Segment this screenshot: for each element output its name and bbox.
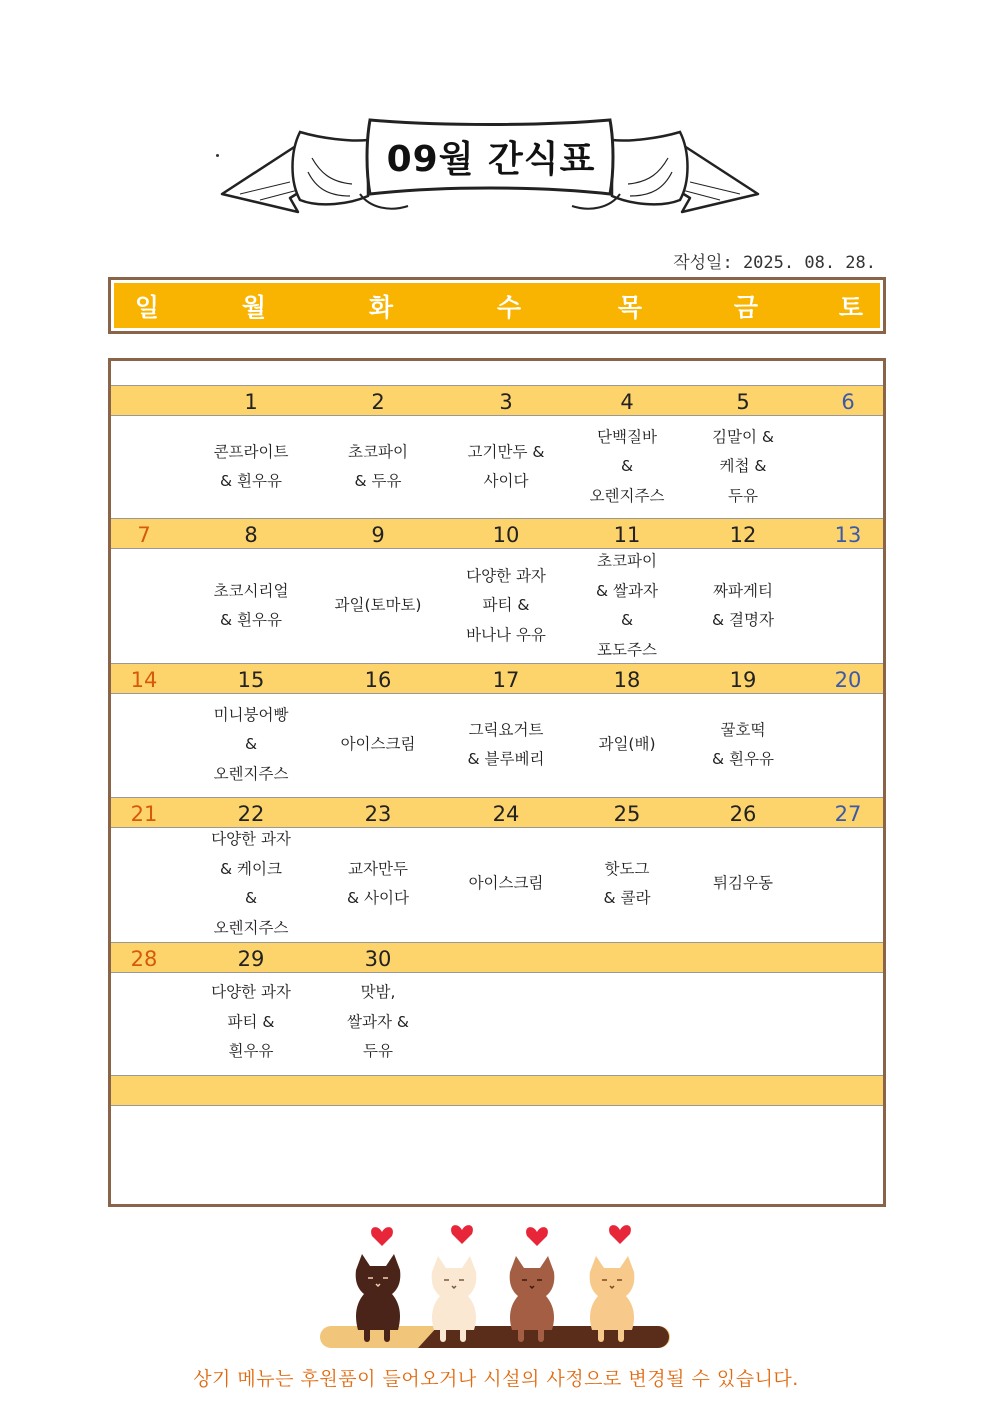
menu-item: 맛밤, <box>360 983 396 1002</box>
menu-item: 사이다 <box>483 472 529 490</box>
cat-icon <box>356 1254 401 1342</box>
date-number-tue: 30 <box>364 946 392 971</box>
menu-cell <box>443 695 569 795</box>
weekday-fri: 금 <box>733 292 759 322</box>
date-number-wed: 24 <box>492 801 520 826</box>
week-2-date-row <box>111 518 883 549</box>
cat-icon <box>510 1256 555 1342</box>
date-number-wed: 10 <box>492 522 520 547</box>
heart-icon <box>371 1225 631 1246</box>
menu-item: & 흰우유 <box>220 611 282 629</box>
calendar-grid <box>108 358 886 1207</box>
date-number-thu: 11 <box>613 522 641 547</box>
menu-item: & 사이다 <box>347 889 409 907</box>
menu-cell <box>680 550 806 662</box>
date-number-fri: 26 <box>729 801 757 826</box>
menu-cell <box>315 417 441 517</box>
menu-cell <box>564 417 690 517</box>
menu-item: 두유 <box>728 486 758 505</box>
week-3-date-row <box>111 663 883 694</box>
menu-cell <box>188 974 314 1071</box>
menu-item: 교자만두 <box>348 859 408 878</box>
menu-item: 아이스크림 <box>468 874 544 893</box>
menu-item: 과일(배) <box>598 735 656 754</box>
menu-item: 고기만두 & <box>467 442 545 461</box>
menu-cell <box>443 550 569 662</box>
menu-item: & <box>244 735 258 754</box>
menu-item: 케첩 & <box>719 457 767 476</box>
menu-item: 김말이 & <box>712 427 774 446</box>
menu-item: & 흰우유 <box>220 472 282 490</box>
menu-item: 두유 <box>363 1042 393 1061</box>
date-number-tue: 16 <box>364 667 392 692</box>
date-number-sat: 13 <box>834 522 862 547</box>
date-number-fri <box>703 943 783 974</box>
weekday-header <box>108 277 886 334</box>
menu-item: 포도주스 <box>597 640 657 659</box>
menu-cell <box>188 829 314 939</box>
menu-item: & <box>620 611 634 629</box>
menu-item: & 케이크 <box>220 859 282 878</box>
cats-illustration <box>318 1212 674 1360</box>
menu-cell <box>315 550 441 662</box>
date-number-sat: 27 <box>834 801 862 826</box>
menu-item: 쌀과자 & <box>347 1012 409 1031</box>
menu-item: & 결명자 <box>712 611 774 629</box>
menu-item: & 쌀과자 <box>596 581 658 600</box>
menu-cell <box>188 417 314 517</box>
date-number-sun: 28 <box>130 946 158 971</box>
date-number-fri: 19 <box>729 667 757 692</box>
menu-item: 오렌지주스 <box>213 764 289 783</box>
weekday-header-fill <box>114 283 880 328</box>
date-number-tue: 9 <box>371 522 385 547</box>
date-number-sun <box>104 386 184 417</box>
menu-cell <box>680 417 806 517</box>
date-number-thu <box>587 943 667 974</box>
menu-cell <box>564 550 690 662</box>
menu-item: 다양한 과자 <box>466 566 546 585</box>
date-number-mon: 8 <box>244 522 258 547</box>
menu-item: 초코시리얼 <box>213 581 289 600</box>
weekday-tue: 화 <box>368 292 394 322</box>
menu-item: & <box>244 889 258 907</box>
written-date: 작성일: 2025. 08. 28. <box>673 253 876 273</box>
date-number-thu: 4 <box>620 389 634 414</box>
weekday-mon: 월 <box>241 292 267 322</box>
menu-item: 미니붕어빵 <box>213 705 289 724</box>
menu-item: 파티 & <box>482 596 530 615</box>
empty-week-row <box>111 1075 883 1106</box>
menu-item: 꿀호떡 <box>720 720 766 739</box>
date-number-mon: 29 <box>237 946 265 971</box>
date-number-sun: 14 <box>130 667 158 692</box>
menu-item: 핫도그 <box>604 859 650 878</box>
menu-item: 튀김우동 <box>713 874 773 893</box>
cat-icon <box>432 1256 477 1342</box>
menu-cell <box>188 550 314 662</box>
date-number-sat <box>808 943 888 974</box>
notice-text: 상기 메뉴는 후원품이 들어오거나 시설의 사정으로 변경될 수 있습니다. <box>193 1368 799 1390</box>
menu-item: 단백질바 <box>597 427 657 446</box>
menu-cell <box>564 695 690 795</box>
weekday-wed: 수 <box>496 292 522 322</box>
menu-item: & 두유 <box>354 472 402 490</box>
menu-item: 다양한 과자 <box>211 983 291 1002</box>
menu-item: 초코파이 <box>597 552 657 570</box>
menu-cell <box>188 695 314 795</box>
cat-icon <box>590 1256 635 1342</box>
date-number-mon: 22 <box>237 801 265 826</box>
date-number-wed: 3 <box>499 389 513 414</box>
menu-cell <box>315 695 441 795</box>
menu-cell <box>443 829 569 939</box>
menu-cell <box>564 829 690 939</box>
menu-item: 파티 & <box>227 1012 275 1031</box>
date-number-thu: 18 <box>613 667 641 692</box>
menu-item: 오렌지주스 <box>589 486 665 505</box>
menu-item: 짜파게티 <box>713 581 773 600</box>
menu-cell <box>680 829 806 939</box>
menu-cell <box>680 695 806 795</box>
menu-item: & <box>620 457 634 476</box>
week-1-date-row <box>111 385 883 416</box>
menu-item: 아이스크림 <box>340 735 416 754</box>
date-number-sat: 20 <box>834 667 862 692</box>
menu-item: 콘프라이트 <box>213 442 289 461</box>
date-number-wed <box>466 943 546 974</box>
menu-cell <box>315 829 441 939</box>
date-number-sun: 21 <box>130 801 158 826</box>
date-number-mon: 1 <box>244 389 258 414</box>
menu-item: 흰우유 <box>228 1042 274 1061</box>
menu-item: 과일(토마토) <box>334 596 422 615</box>
menu-item: 바나나 우유 <box>466 625 546 644</box>
page-title: 09월 간식표 <box>386 138 596 180</box>
date-number-fri: 5 <box>736 389 750 414</box>
weekday-sat: 토 <box>838 292 864 322</box>
week-4-date-row <box>111 797 883 828</box>
menu-item: 그릭요거트 <box>468 720 544 739</box>
menu-item: & 흰우유 <box>712 750 774 768</box>
menu-item: 초코파이 <box>348 442 408 461</box>
menu-item: 다양한 과자 <box>211 830 291 848</box>
date-number-sun: 7 <box>137 522 151 547</box>
decorative-dot <box>216 154 219 157</box>
week-5-date-row <box>111 942 883 973</box>
date-number-tue: 2 <box>371 389 385 414</box>
weekday-sun: 일 <box>134 292 160 322</box>
date-number-sat: 6 <box>841 389 855 414</box>
date-number-wed: 17 <box>492 667 520 692</box>
menu-cell <box>443 417 569 517</box>
date-number-thu: 25 <box>613 801 641 826</box>
date-number-mon: 15 <box>237 667 265 692</box>
date-number-tue: 23 <box>364 801 392 826</box>
menu-item: & 콜라 <box>603 889 651 907</box>
menu-item: 오렌지주스 <box>213 918 289 937</box>
weekday-thu: 목 <box>617 292 643 322</box>
menu-item: & 블루베리 <box>467 750 545 768</box>
menu-cell <box>315 974 441 1071</box>
date-number-fri: 12 <box>729 522 757 547</box>
